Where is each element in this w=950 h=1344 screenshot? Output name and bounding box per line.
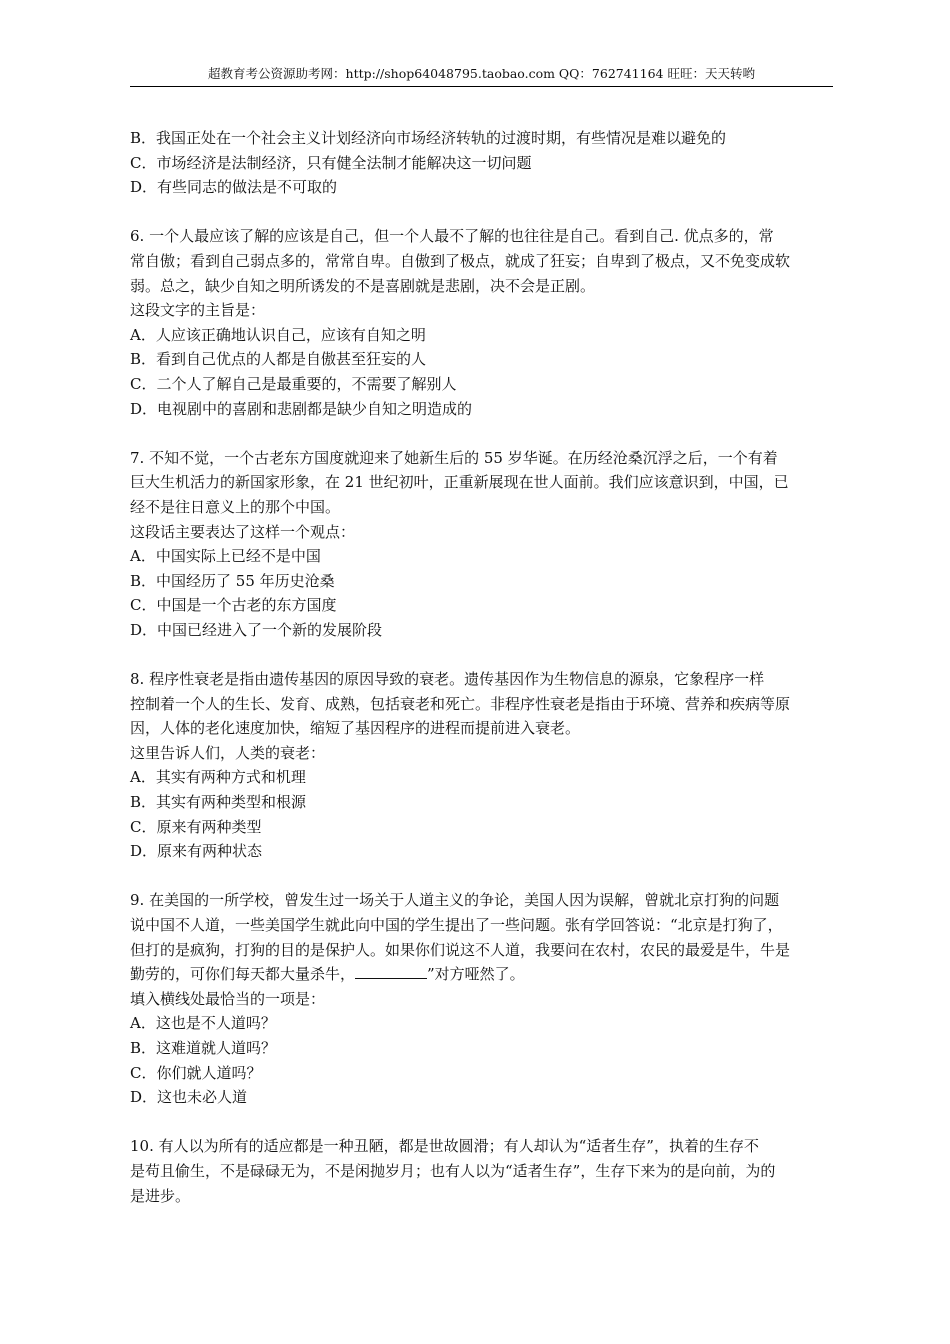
question-text-line: 是苟且偷生，不是碌碌无为，不是闲抛岁月；也有人以为“适者生存”，生存下来为的是向前，为的 bbox=[130, 1161, 776, 1180]
question-text-line: 9. 在美国的一所学校，曾发生过一场关于人道主义的争论，美国人因为误解，曾就北京打狗的问题 bbox=[130, 891, 780, 910]
question-text-line: 是进步。 bbox=[130, 1186, 191, 1205]
line-start: 勤劳的，可你们每天都大量杀牛， bbox=[130, 965, 356, 984]
header-text: 超教育考公资源助考网：http://shop64048795.taobao.com QQ：762741164 旺旺：天天转哟 bbox=[208, 66, 755, 81]
option-d: D．中国已经进入了一个新的发展阶段 bbox=[130, 620, 383, 639]
option-b: B．我国正处在一个社会主义计划经济向市场经济转轨的过渡时期，有些情况是难以避免的 bbox=[130, 129, 727, 147]
question-prompt: 这段话主要表达了这样一个观点： bbox=[130, 522, 356, 541]
question-text-line: 经不是往日意义上的那个中国。 bbox=[130, 497, 341, 516]
option-c: C．二个人了解自己是最重要的，不需要了解别人 bbox=[130, 374, 457, 393]
question-5-remainder bbox=[130, 126, 840, 200]
question-prompt: 这里告诉人们，人类的衰老： bbox=[130, 743, 326, 762]
question-8 bbox=[130, 667, 840, 864]
question-prompt: 填入横线处最恰当的一项是： bbox=[130, 989, 326, 1008]
question-text-line: 10. 有人以为所有的适应都是一种丑陋，都是世故圆滑；有人却认为“适者生存”，执着的生存不 bbox=[130, 1137, 759, 1156]
option-d: D．原来有两种状态 bbox=[130, 842, 263, 861]
option-c: C．你们就人道吗？ bbox=[130, 1063, 262, 1082]
option-a: A．这也是不人道吗？ bbox=[130, 1014, 276, 1033]
question-text-line: 弱。总之，缺少自知之明所诱发的不是喜剧就是悲剧，决不会是正剧。 bbox=[130, 276, 596, 295]
question-6 bbox=[130, 224, 840, 421]
document-body bbox=[130, 126, 840, 1208]
option-b: B．中国经历了 55 年历史沧桑 bbox=[130, 571, 335, 590]
option-a: A．其实有两种方式和机理 bbox=[130, 768, 306, 787]
question-text-line: 控制着一个人的生长、发育、成熟，包括衰老和死亡。非程序性衰老是指由于环境、营养和疾病等原 bbox=[130, 694, 791, 713]
question-text-line: 但打的是疯狗，打狗的目的是保护人。如果你们说这不人道，我要问在农村，农民的最爱是牛，牛是 bbox=[130, 940, 791, 959]
question-text-line: 8. 程序性衰老是指由遗传基因的原因导致的衰老。遗传基因作为生物信息的源泉，它象程序一样 bbox=[130, 670, 765, 689]
option-c: C．中国是一个古老的东方国度 bbox=[130, 596, 337, 615]
option-b: B．这难道就人道吗？ bbox=[130, 1038, 277, 1057]
option-c: C．市场经济是法制经济，只有健全法制才能解决这一切问题 bbox=[130, 153, 532, 172]
option-c: C．原来有两种类型 bbox=[130, 817, 262, 836]
question-7 bbox=[130, 446, 840, 643]
question-text-line: 常自傲；看到自己弱点多的，常常自卑。自傲到了极点，就成了狂妄；自卑到了极点，又不免变成软 bbox=[130, 251, 791, 270]
question-text-line: 7. 不知不觉，一个古老东方国度就迎来了她新生后的 55 岁华诞。在历经沧桑沉浮之后，一个有着 bbox=[130, 448, 778, 467]
option-a: A．中国实际上已经不是中国 bbox=[130, 547, 321, 566]
question-text-line: 巨大生机活力的新国家形象，在 21 世纪初叶，正重新展现在世人面前。我们应该意识到，中国，已 bbox=[130, 473, 789, 492]
option-a: A．人应该正确地认识自己，应该有自知之明 bbox=[130, 325, 426, 344]
answer-blank bbox=[355, 962, 427, 979]
question-10 bbox=[130, 1134, 840, 1208]
question-text-line: 因，人体的老化速度加快，缩短了基因程序的进程而提前进入衰老。 bbox=[130, 719, 581, 738]
option-b: B．看到自己优点的人都是自傲甚至狂妄的人 bbox=[130, 350, 427, 369]
question-text-line: 6. 一个人最应该了解的应该是自己，但一个人最不了解的也往往是自己。看到自己. 优点多的，常 bbox=[130, 227, 774, 246]
option-d: D．有些同志的做法是不可取的 bbox=[130, 178, 338, 197]
question-prompt: 这段文字的主旨是： bbox=[130, 301, 266, 320]
option-b: B．其实有两种类型和根源 bbox=[130, 793, 307, 812]
option-d: D．这也未必人道 bbox=[130, 1088, 248, 1107]
question-text-line: 说中国不人道，一些美国学生就此向中国的学生提出了一些问题。张有学回答说：“北京是打狗了， bbox=[130, 916, 783, 934]
question-9 bbox=[130, 888, 840, 1109]
line-end: ”对方哑然了。 bbox=[427, 965, 525, 984]
page-header bbox=[130, 64, 833, 87]
option-d: D．电视剧中的喜剧和悲剧都是缺少自知之明造成的 bbox=[130, 399, 473, 418]
question-text-line bbox=[130, 962, 840, 987]
